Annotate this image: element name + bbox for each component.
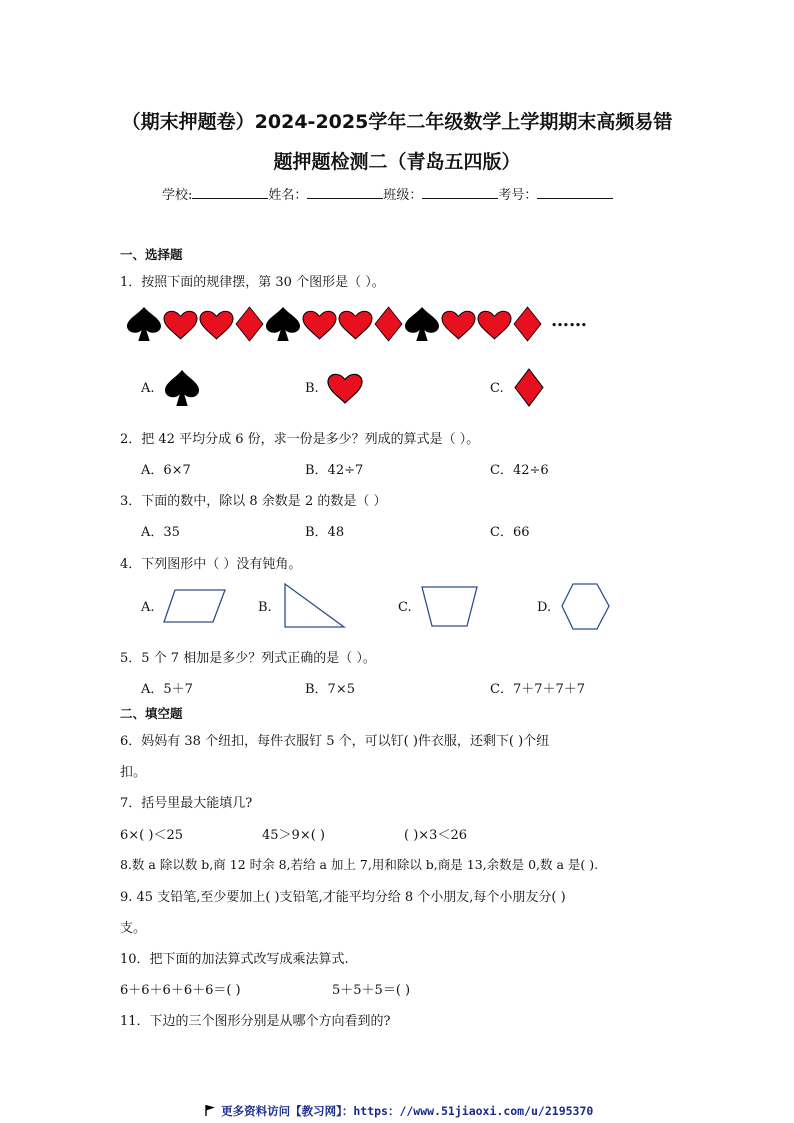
exam-number-blank[interactable] (537, 186, 613, 199)
q10-item-2[interactable]: 5＋5＋5＝( ) (332, 983, 411, 998)
heart-icon (442, 311, 475, 339)
question-5-text: 5．5 个 7 相加是多少？列式正确的是（ ）。 (120, 651, 376, 666)
title-line-1: （期末押题卷）2024-2025学年二年级数学上学期期末高频易错 (121, 111, 673, 133)
question-9-line-2: 支。 (120, 921, 147, 936)
parallelogram-shape[interactable] (163, 589, 227, 625)
q5-option-a[interactable]: A．5＋7 (141, 682, 193, 697)
footer (204, 1100, 593, 1119)
hexagon-shape[interactable] (561, 583, 611, 631)
q5-option-b[interactable]: B．7×5 (305, 682, 355, 697)
q4-option-a-label: A. (141, 600, 155, 615)
q10-item-1[interactable]: 6＋6＋6＋6＋6＝( ) (120, 983, 241, 998)
heart-icon (164, 311, 197, 339)
question-7-text: 7．括号里最大能填几? (120, 796, 253, 811)
q2-option-c[interactable]: C．42÷6 (490, 463, 549, 478)
q7-item-2[interactable]: 45＞9×( ) (262, 828, 325, 843)
question-1-text: 1．按照下面的规律摆，第 30 个图形是（ ）。 (120, 275, 385, 290)
question-6-line-2: 扣。 (120, 765, 147, 780)
spade-icon[interactable] (164, 368, 200, 408)
section-fill-heading: 二、填空题 (120, 706, 183, 721)
q4-option-b-label: B. (258, 600, 272, 615)
diamond-icon[interactable] (512, 368, 548, 408)
heart-icon[interactable] (327, 370, 363, 406)
question-4-text: 4．下列图形中（ ）没有钝角。 (120, 557, 302, 572)
q3-option-c[interactable]: C．66 (490, 525, 530, 540)
section-choice-heading: 一、选择题 (120, 247, 183, 262)
q1-option-c-label: C. (490, 381, 504, 396)
spade-icon (266, 307, 300, 341)
q3-option-b[interactable]: B．48 (305, 525, 345, 540)
spade-icon (127, 307, 161, 341)
footer-link[interactable]: 更多资料访问【教习网】：https：//www.51jiaoxi.com/u/2195370 (221, 1104, 594, 1118)
q7-item-1[interactable]: 6×( )＜25 (120, 828, 183, 843)
q4-option-d-label: D. (537, 600, 552, 615)
suit-sequence (127, 305, 607, 345)
diamond-icon (375, 307, 402, 341)
q2-option-b[interactable]: B．42÷7 (305, 463, 364, 478)
info-fields (162, 184, 613, 203)
class-label: 班级： (383, 188, 423, 203)
q3-option-a[interactable]: A．35 (141, 525, 180, 540)
q7-item-3[interactable]: ( )×3＜26 (404, 828, 467, 843)
question-6-line-1: 6．妈妈有 38 个纽扣，每件衣服钉 5 个，可以钉( )件衣服，还剩下( )个纽 (120, 734, 550, 749)
sequence-ellipsis: …… (551, 310, 587, 331)
school-label: 学校: (162, 188, 193, 203)
q2-option-a[interactable]: A．6×7 (141, 463, 191, 478)
question-11-text: 11．下边的三个图形分别是从哪个方向看到的? (120, 1014, 391, 1029)
name-blank[interactable] (307, 186, 383, 199)
q4-option-c-label: C. (398, 600, 412, 615)
q1-option-a-label: A. (141, 381, 155, 396)
heart-icon (339, 311, 372, 339)
class-blank[interactable] (422, 186, 498, 199)
right-triangle-shape[interactable] (284, 583, 346, 629)
flag-icon (204, 1104, 216, 1116)
trapezoid-shape[interactable] (421, 586, 479, 628)
title-line-2: 题押题检测二（青岛五四版） (273, 151, 521, 173)
question-8-text: 8.数 a 除以数 b,商 12 时余 8,若给 a 加上 7,用和除以 b,商是 13,余数是 0,数 a 是( ). (120, 857, 599, 872)
heart-icon (303, 311, 336, 339)
heart-icon (478, 311, 511, 339)
question-10-text: 10．把下面的加法算式改写成乘法算式. (120, 952, 349, 967)
heart-icon (200, 311, 233, 339)
exam-number-label: 考号： (498, 188, 538, 203)
school-blank[interactable] (192, 186, 268, 199)
diamond-icon (236, 307, 263, 341)
question-9-line-1: 9. 45 支铅笔,至少要加上( )支铅笔,才能平均分给 8 个小朋友,每个小朋友分( ) (120, 890, 566, 905)
question-3-text: 3．下面的数中，除以 8 余数是 2 的数是（ ） (120, 494, 387, 509)
spade-icon (405, 307, 439, 341)
question-2-text: 2．把 42 平均分成 6 份，求一份是多少？列成的算式是（ ）。 (120, 432, 480, 447)
q5-option-c[interactable]: C．7＋7＋7＋7 (490, 682, 586, 697)
diamond-icon (514, 307, 541, 341)
q1-option-b-label: B. (305, 381, 319, 396)
name-label: 姓名： (268, 188, 308, 203)
